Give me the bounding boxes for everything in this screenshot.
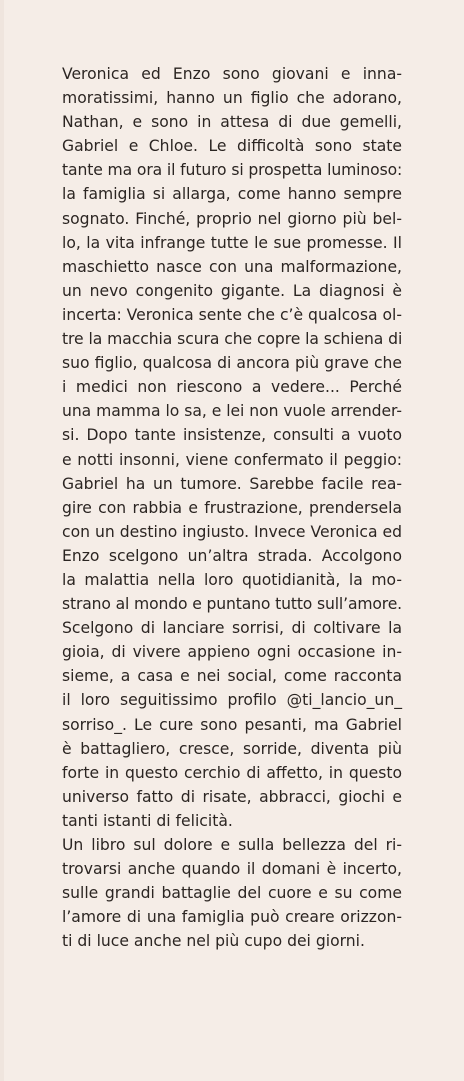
- text-line: Gabriel e Chloe. Le difficoltà sono state: [62, 137, 402, 156]
- text-line: la malattia nella loro quotidianità, la mo-: [62, 570, 402, 589]
- text-line: forte in questo cerchio di affetto, in questo: [62, 763, 402, 782]
- text-line: Enzo scelgono un’altra strada. Accolgono: [62, 546, 402, 565]
- text-line: i medici non riescono a vedere... Perché: [62, 378, 402, 397]
- text-line: sognato. Finché, proprio nel giorno più bel-: [62, 209, 402, 228]
- text-line: sulle grandi battaglie del cuore e su come: [62, 884, 402, 903]
- text-line: è battagliero, cresce, sorride, diventa più: [62, 739, 402, 758]
- text-line: Gabriel ha un tumore. Sarebbe facile rea-: [62, 474, 402, 493]
- text-line: gioia, di vivere appieno ogni occasione in-: [62, 643, 402, 662]
- text-line: trovarsi anche quando il domani è incerto,: [62, 860, 402, 879]
- text-line: ti di luce anche nel più cupo dei giorni.: [62, 932, 365, 951]
- text-line: tante ma ora il futuro si prospetta luminoso:: [62, 161, 403, 180]
- text-line: una mamma lo sa, e lei non vuole arrender-: [62, 402, 402, 421]
- text-line: sieme, a casa e nei social, come racconta: [62, 667, 402, 686]
- text-line: un nevo congenito gigante. La diagnosi è: [62, 281, 402, 300]
- text-line: gire con rabbia e frustrazione, prendersela: [62, 498, 402, 517]
- text-line: Un libro sul dolore e sulla bellezza del ri-: [62, 836, 402, 854]
- text-line: universo fatto di risate, abbracci, giochi e: [62, 787, 402, 806]
- text-line: l’amore di una famiglia può creare orizzon-: [62, 908, 402, 927]
- text-line: e notti insonni, viene confermato il peggio:: [62, 450, 402, 469]
- text-line: sorriso_. Le cure sono pesanti, ma Gabriel: [62, 715, 402, 734]
- text-line: Nathan, e sono in attesa di due gemelli,: [62, 113, 402, 132]
- text-line: maschietto nasce con una malformazione,: [62, 257, 402, 276]
- text-line: il loro seguitissimo profilo @ti_lancio_un_: [62, 691, 402, 710]
- text-line: con un destino ingiusto. Invece Veronica ed: [62, 522, 402, 541]
- text-line: si. Dopo tante insistenze, consulti a vuoto: [62, 426, 402, 445]
- page-edge: [0, 0, 4, 1081]
- text-line: Scelgono di lanciare sorrisi, di coltivare la: [62, 619, 402, 638]
- text-line: tanti istanti di felicità.: [62, 811, 233, 830]
- text-line: tre la macchia scura che copre la schiena di: [62, 330, 403, 349]
- text-line: moratissimi, hanno un figlio che adorano,: [62, 89, 402, 108]
- synopsis-text-block: [62, 62, 402, 953]
- text-line: la famiglia si allarga, come hanno sempre: [62, 185, 402, 204]
- text-line: lo, la vita infrange tutte le sue promesse. Il: [62, 233, 402, 252]
- text-line: Veronica ed Enzo sono giovani e inna-: [62, 65, 402, 83]
- text-line: suo figlio, qualcosa di ancora più grave che: [62, 354, 402, 373]
- text-line: incerta: Veronica sente che c’è qualcosa ol-: [62, 305, 402, 324]
- text-line: strano al mondo e puntano tutto sull’amore.: [62, 595, 402, 614]
